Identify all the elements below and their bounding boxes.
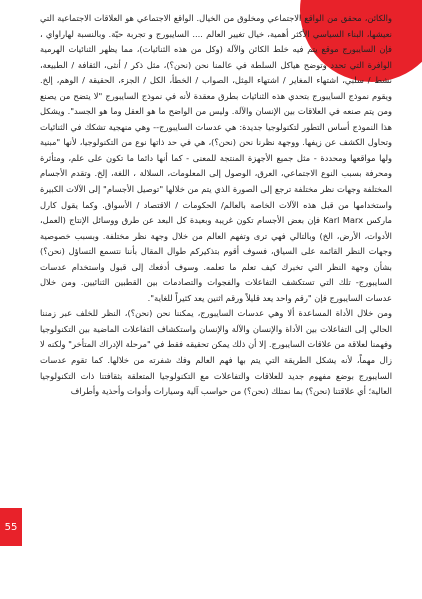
paragraph-2: ومن خلال الأداة المساعدة ألا وهي عدسات السايبورج، يمكننا نحن (نحن؟)، النظر للخلف عبر زمننا الحالي إلى التفاعلات بين الأداة والإنسان والآلة والإنسان واستكشاف التفاعلات الماضية بين التكنولوجيا وفهمنا لعلاقة من علاقات السايبورج. إلا أن ذلك يمكن تحقيقه فقط في "مرحلة الإدراك المتأخر" ولكنه لا زال مهماً، لأنه يشكل الطريقة التي يتم بها فهم العالم وفك شفرته من خلالها. كما تقوم عدسات السايبورج بوضع مفهوم جديد للعلاقات والتفاعلات مع التكنولوجيا المتعلقة بثقافتنا ذات التكنولوجيا العالية؛ أي علاقتنا (نحن؟) بما نمتلك (نحن؟) من حواسب آلية وسيارات وأدوات وأحذية وأطراف <box>40 308 392 397</box>
page-number-tab <box>0 508 22 546</box>
body-text <box>40 11 392 400</box>
paragraph-1: والكائن، محقق من الواقع الاجتماعي ومخلوق من الخيال. الواقع الاجتماعي هو العلاقات الاجتماعية التي نعيشها، البناء السياسي الأكثر أهمية، خيال تغيير العالم .... السايبورج و تجربة حيّة. وبالنسبة لهاراواي ، فإن السايبورج موقع يتم فيه خلط الكائن والآلة (وكل من هذه الثنائيات)، مما يظهر الثنائيات الهرمية الوافرة التي تحدد وتوضح هياكل السلطة في عالمنا نحن (نحن؟)، مثل ذكر / أنثى، الثقافة / الطبيعة، نشط / سلبي، اشتهاء المغاير / اشتهاء المِثل، الصواب / الخطأ، الكل / الجزء، الحقيقة / الوهم، إلخ. ويقوم نموذج السايبورج بتحدي هذه الثنائيات بطرق معقدة لأنه في نموذج السايبورج "لا يتضح من يصنع ومن يتم صنعه في العلاقات بين الإنسان والآلة. وليس من الواضح ما هو العقل وما هو الجسد". ويشكل هذا النموذج أساس التطور لتكنولوجيا جديدة: هي عدسات السايبورج-- وهي منهجية تشكك في الثنائيات وتحاول الكشف عن زيفها. ووجهة نظرنا نحن (نحن؟)، هي في حد ذاتها نوع من التكنولوجيا، لأنها "مبنية ولها مواقعها ومحددة - مثل جميع الأجهزة المنتجة للمعنى - كما أنها دائما ما تكون على علم، ومتأثرة ومحرفة بسبب النوع الاجتماعي، العرق، الوصول إلى المعلومات، السلالة ، اللغة، إلخ. وتقدم الأجسام المختلفة وجهات نظر مختلفة ترجع إلى الصورة الذي يتم من خلالها "توصيل الأجسام" إلى الآلات الكبيرة واستخدامها من قبل هذه الآلات الخاصة بالعالم/ الحكومات / الاقتصاد / الأسواق. وكما يقول كارل ماركس Karl Marx فإن بعض الأجسام تكون غريبة وبعيدة كل البعد عن طرق ووسائل الإنتاج (العمل، الأدوات، الأرض، الخ) وبالتالي فهي ترى وتفهم العالم من خلال وجهة نظر مختلفة. وبسبب خصوصية وجهات النظر القائمة على السياق، فسوف أقوم بتذكيركم طوال المقال بأننا نتسمع التساؤل (نحن؟) بشأن وجهة النظر التي تخبرك كيف تعلم ما تعلمه. وسوف أدفعك إلى قبول واستخدام عدسات السايبورج- تلك التي تستكشف التفاعلات والفجوات والتصادمات بين القطبين الثنائيين. ومن خلال عدسات السايبورج فإن "رقم واحد يعد قليلاً ورقم اثنين يعد كثيراً للغاية". <box>40 13 392 303</box>
page-number: 55 <box>4 521 18 533</box>
